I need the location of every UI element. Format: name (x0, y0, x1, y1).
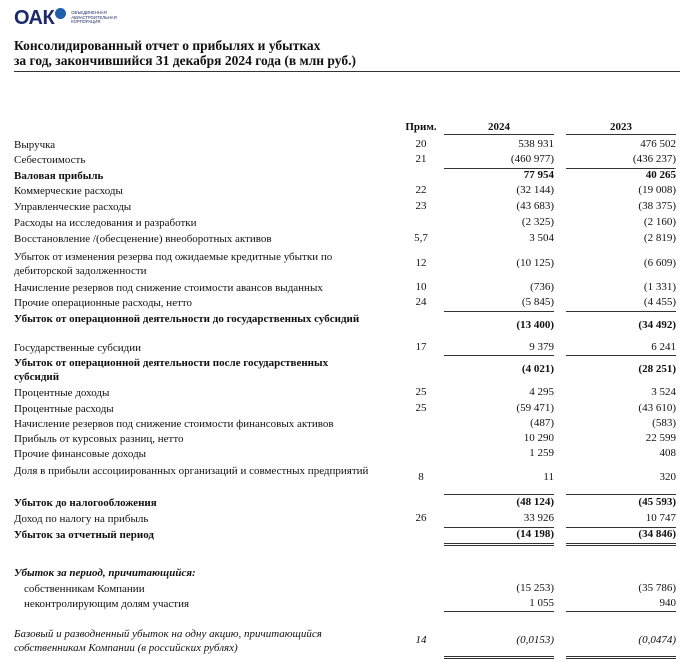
subtotal-line-2024 (444, 311, 554, 312)
row-note: 25 (415, 402, 427, 414)
row-value-2023: (35 786) (638, 582, 676, 594)
row-value-2024: (4 021) (521, 363, 554, 375)
subtotal-line-2024 (444, 611, 554, 612)
subtotal-line-2024 (444, 494, 554, 495)
row-value-2024: 10 290 (523, 432, 554, 444)
row-value-2024: (14 198) (516, 528, 554, 540)
row-value-2024: 77 954 (523, 169, 554, 181)
column-header-2023: 2023 (610, 121, 632, 133)
row-label: Доля в прибыли ассоциированных организаций и совместных предприятий (14, 465, 369, 477)
row-label: Убыток от операционной деятельности до государственных субсидий (14, 313, 360, 325)
row-note: 14 (415, 634, 427, 646)
row-note: 8 (418, 471, 424, 483)
row-label: неконтролирующим долям участия (24, 598, 190, 610)
logo-globe-icon (55, 8, 66, 19)
title-line-2: за год, закончившийся 31 декабря 2024 года (в млн руб.) (14, 53, 356, 68)
row-label: Выручка (14, 139, 56, 151)
logo-subtitle: ОБЪЕДИНЕННАЯ АВИАСТРОИТЕЛЬНАЯ КОРПОРАЦИЯ (71, 9, 117, 25)
row-value-2023: 476 502 (640, 138, 676, 150)
row-label: Расходы на исследования и разработки (14, 217, 197, 229)
row-value-2023: 320 (659, 471, 676, 483)
row-label: Процентные расходы (14, 403, 114, 415)
row-label: Убыток до налогообложения (14, 497, 157, 509)
row-note: 17 (415, 341, 427, 353)
row-value-2024: 9 379 (529, 341, 554, 353)
row-value-2023: 940 (659, 597, 676, 609)
row-value-2023: (4 455) (643, 296, 676, 308)
row-note: 24 (415, 296, 427, 308)
row-value-2023: (43 610) (638, 402, 676, 414)
row-note: 26 (415, 512, 427, 524)
double-underline-2023 (566, 545, 676, 546)
row-value-2023: (0,0474) (638, 634, 676, 646)
title-divider (14, 71, 680, 72)
row-label: Прочие операционные расходы, нетто (14, 297, 193, 309)
row-label: Прибыль от курсовых разниц, нетто (14, 433, 184, 445)
subtotal-line-2023 (566, 611, 676, 612)
header-underline-2024 (444, 134, 554, 135)
row-value-2024: (13 400) (516, 319, 554, 331)
row-value-2023: (34 846) (638, 528, 676, 540)
logo-mark: ОАК (14, 6, 55, 29)
row-value-2023: (28 251) (638, 363, 676, 375)
row-value-2024: (32 144) (516, 184, 554, 196)
row-value-2024: (0,0153) (516, 634, 554, 646)
double-underline-2024 (444, 658, 554, 659)
row-value-2023: (19 008) (638, 184, 676, 196)
row-label: Процентные доходы (14, 387, 110, 399)
row-value-2024: (460 977) (510, 153, 554, 165)
row-value-2024: 33 926 (523, 512, 554, 524)
row-value-2024: (59 471) (516, 402, 554, 414)
row-label: Начисление резервов под снижение стоимости финансовых активов (14, 418, 334, 430)
row-value-2024: 3 504 (529, 232, 554, 244)
row-value-2023: (2 160) (643, 216, 676, 228)
row-value-2023: (45 593) (638, 496, 676, 508)
row-value-2023: (2 819) (643, 232, 676, 244)
subtotal-line-2023 (566, 355, 676, 356)
row-label: Коммерческие расходы (14, 185, 123, 197)
row-note: 21 (415, 153, 427, 165)
double-underline-2023 (566, 543, 676, 544)
row-label: Доход по налогу на прибыль (14, 513, 149, 525)
subtotal-line-2024 (444, 355, 554, 356)
row-value-2023: (38 375) (638, 200, 676, 212)
row-value-2024: 538 931 (518, 138, 554, 150)
title-line-1: Консолидированный отчет о прибылях и убытках (14, 38, 321, 53)
row-value-2024: (10 125) (516, 257, 554, 269)
row-value-2023: (6 609) (643, 257, 676, 269)
row-value-2023: 10 747 (645, 512, 676, 524)
row-value-2023: (34 492) (638, 319, 676, 331)
row-label: Убыток за отчетный период (14, 529, 154, 541)
row-value-2024: (2 325) (521, 216, 554, 228)
double-underline-2024 (444, 543, 554, 544)
row-value-2024: 11 (543, 471, 554, 483)
row-note: 12 (415, 257, 427, 269)
subtotal-line-2023 (566, 494, 676, 495)
row-value-2023: 6 241 (651, 341, 676, 353)
row-value-2024: (487) (530, 417, 554, 429)
row-label: Прочие финансовые доходы (14, 448, 147, 460)
row-value-2023: 40 265 (645, 169, 676, 181)
row-value-2024: (43 683) (516, 200, 554, 212)
row-value-2024: 1 055 (529, 597, 554, 609)
row-value-2024: (5 845) (521, 296, 554, 308)
row-label: Убыток от операционной деятельности после государственных субсидий (14, 357, 329, 383)
row-value-2023: (436 237) (632, 153, 676, 165)
row-value-2023: 22 599 (645, 432, 676, 444)
row-value-2024: 1 259 (529, 447, 554, 459)
header-underline-2023 (566, 134, 676, 135)
subtotal-line-2023 (566, 311, 676, 312)
row-note: 5,7 (414, 232, 428, 244)
double-underline-2024 (444, 656, 554, 657)
row-label: Восстановление /(обесценение) внеоборотных активов (14, 233, 272, 245)
row-note: 23 (415, 200, 427, 212)
row-label: собственникам Компании (24, 583, 145, 595)
row-label: Себестоимость (14, 154, 86, 166)
row-note: 10 (415, 281, 427, 293)
column-header-2024: 2024 (488, 121, 510, 133)
row-value-2024: (736) (530, 281, 554, 293)
company-logo (14, 6, 129, 30)
page-title (14, 38, 356, 68)
row-note: 22 (415, 184, 427, 196)
row-value-2023: 3 524 (651, 386, 676, 398)
row-label: Государственные субсидии (14, 342, 142, 354)
row-label: Управленческие расходы (14, 201, 132, 213)
column-header-note: Прим. (405, 121, 437, 133)
row-label: Убыток за период, причитающийся: (14, 567, 196, 579)
row-label: Базовый и разводненный убыток на одну акцию, причитающийся собственникам Компании (в российских рублях) (14, 628, 322, 654)
row-note: 25 (415, 386, 427, 398)
row-value-2023: (583) (652, 417, 676, 429)
row-label: Убыток от изменения резерва под ожидаемые кредитные убытки по дебиторской задолженности (14, 251, 333, 277)
double-underline-2023 (566, 658, 676, 659)
double-underline-2023 (566, 656, 676, 657)
row-value-2024: 4 295 (529, 386, 554, 398)
row-note: 20 (415, 138, 427, 150)
row-label: Начисление резервов под снижение стоимости авансов выданных (14, 282, 323, 294)
double-underline-2024 (444, 545, 554, 546)
row-label: Валовая прибыль (14, 170, 104, 182)
row-value-2023: (1 331) (643, 281, 676, 293)
row-value-2024: (15 253) (516, 582, 554, 594)
row-value-2024: (48 124) (516, 496, 554, 508)
row-value-2023: 408 (659, 447, 676, 459)
